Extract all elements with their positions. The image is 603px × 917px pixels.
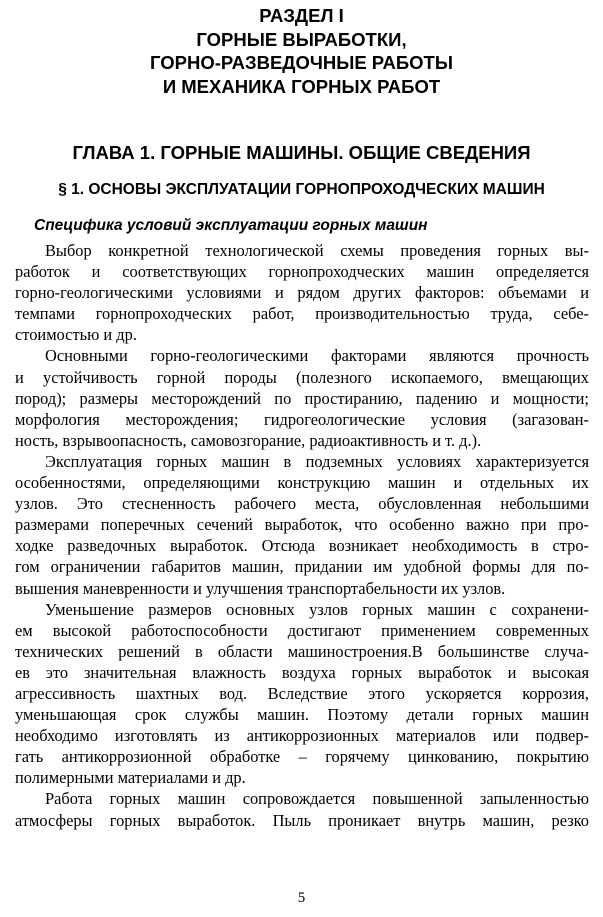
paragraph-title: § 1. ОСНОВЫ ЭКСПЛУАТАЦИИ ГОРНОПРОХОДЧЕСКИХ МАШИН (58, 181, 545, 198)
text-line: агрессивность шахтных вод. Вследствие этого ускоряется коррозия, (15, 683, 589, 703)
text-line: Работа горных машин сопровождается повышенной запыленностью (45, 789, 589, 809)
text-line: гать антикоррозионной обработке – горячему цинкованию, покрытию (15, 747, 589, 767)
text-line: морфология месторождения; гидрогеологические условия (загазован- (15, 409, 589, 429)
text-line: ность, взрывоопасность, самовозгорание, радиоактивность и т. д.). (15, 430, 482, 450)
section-heading-line: И МЕХАНИКА ГОРНЫХ РАБОТ (162, 75, 441, 97)
subsection-title: Специфика условий эксплуатации горных машин (34, 217, 428, 234)
text-line: вышения маневренности и улучшения транспортабельности их узлов. (15, 578, 506, 598)
text-line: полимерными материалами и др. (15, 768, 246, 788)
text-line: Эксплуатация горных машин в подземных условиях характеризуется (45, 451, 589, 471)
text-line: узлов. Это стесненность рабочего места, обусловленная небольшими (15, 494, 589, 514)
text-line: Выбор конкретной технологической схемы проведения горных вы- (45, 241, 589, 260)
text-line: атмосферы горных выработок. Пыль проникает внутрь машин, резко (15, 810, 589, 830)
section-heading-line: РАЗДЕЛ I (259, 5, 344, 26)
text-line: необходимо изготовлять из антикоррозионных материалов или подвер- (15, 726, 589, 746)
section-heading (0, 4, 603, 98)
text-line: уменьшающая срок службы машин. Поэтому детали горных машин (15, 705, 589, 725)
text-line: работок и соответствующих горнопроходческих машин определяется (15, 262, 589, 282)
text-line: технических решений в области машиностроения.В большинстве случа- (15, 641, 589, 661)
text-line: размерами поперечных сечений выработок, что особенно важно при про- (15, 515, 589, 535)
section-heading-line: ГОРНО-РАЗВЕДОЧНЫЕ РАБОТЫ (150, 52, 453, 73)
text-line: пород); размеры месторождений по простиранию, падению и мощности; (15, 388, 589, 408)
body-text (15, 240, 589, 831)
chapter-title: ГЛАВА 1. ГОРНЫЕ МАШИНЫ. ОБЩИЕ СВЕДЕНИЯ (72, 142, 531, 163)
text-line: гом ограничении габаритов машин, придании им удобной формы для по- (15, 557, 589, 577)
text-line: ев это значительная влажность воздуха горных выработок и высокая (15, 662, 589, 682)
page-number: 5 (297, 890, 306, 906)
text-line: ходке разведочных выработок. Отсюда возникает необходимость в стро- (15, 536, 589, 556)
text-line: особенностями, определяющими конструкцию машин и отдельных их (15, 473, 589, 493)
text-line: горно-геологическими условиями и рядом других факторов: объемами и (15, 283, 589, 303)
text-line: стоимостью и др. (15, 325, 137, 345)
text-line: и устойчивость горной породы (полезного ископаемого, вмещающих (15, 367, 589, 387)
text-line: ем высокой работоспособности достигают применением современных (15, 620, 589, 640)
section-heading-line: ГОРНЫЕ ВЫРАБОТКИ, (196, 28, 407, 50)
text-line: Уменьшение размеров основных узлов горных машин с сохранени- (45, 599, 589, 619)
text-line: темпами горнопроходческих работ, производительностью труда, себе- (15, 304, 589, 324)
text-line: Основными горно-геологическими факторами являются прочность (45, 346, 589, 366)
